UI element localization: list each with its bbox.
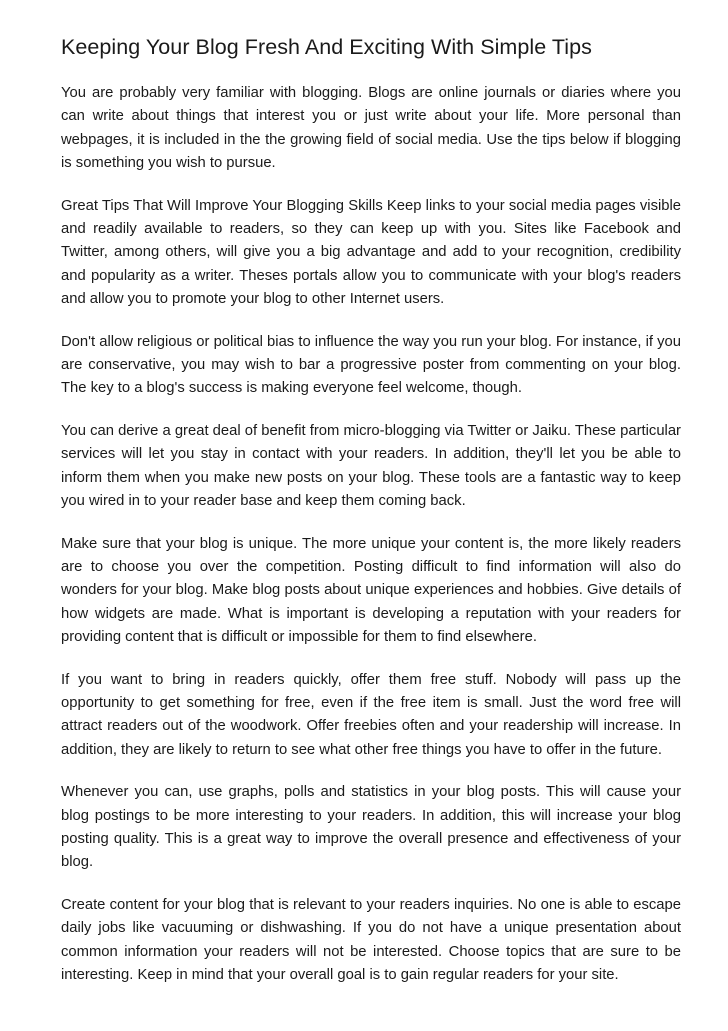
paragraph-micro-blogging: You can derive a great deal of benefit from micro-blogging via Twitter or Jaiku. These particular services will let you stay in contact with your readers. In addition, they'll let you be able to inform them when you make new posts on your blog. These tools are a fantastic way to keep you wired in to your reader base and keep them coming back. (61, 422, 681, 510)
document-page (61, 32, 681, 987)
paragraph-social-media: Great Tips That Will Improve Your Blogging Skills Keep links to your social media pages visible and readily available to readers, so they can keep up with you. Sites like Facebook and Twitter, among others, will give you a big advantage and add to your recognition, credibility and popularity as a writer. Theses portals allow you to communicate with your blog's readers and allow you to promote your blog to other Internet users. (61, 197, 681, 308)
document-title: Keeping Your Blog Fresh And Exciting With Simple Tips (61, 35, 592, 59)
paragraph-graphs: Whenever you can, use graphs, polls and statistics in your blog posts. This will cause your blog postings to be more interesting to your readers. In addition, this will increase your blog posting quality. This is a great way to improve the overall presence and effectiveness of your blog. (61, 784, 681, 871)
paragraph-relevant-content: Create content for your blog that is relevant to your readers inquiries. No one is able to escape daily jobs like vacuuming or dishwashing. If you do not have a unique presentation about common information your readers will not be interested. Choose topics that are sure to be interesting. Keep in mind that your overall goal is to gain regular readers for your site. (61, 896, 681, 983)
paragraph-free-stuff: If you want to bring in readers quickly, offer them free stuff. Nobody will pass up the opportunity to get something for free, even if the free item is small. Just the word free will attract readers out of the woodwork. Offer freebies often and your readership will increase. In addition, they are likely to return to see what other free things you have to offer in the future. (61, 671, 681, 758)
paragraph-bias: Don't allow religious or political bias to influence the way you run your blog. For instance, if you are conservative, you may wish to bar a progressive poster from commenting on your blog. The key to a blog's success is making everyone feel welcome, though. (61, 333, 681, 397)
paragraph-unique: Make sure that your blog is unique. The more unique your content is, the more likely readers are to choose you over the competition. Posting difficult to find information will also do wonders for your blog. Make blog posts about unique experiences and hobbies. Give details of how widgets are made. What is important is developing a reputation with your readers for providing content that is difficult or impossible for them to find elsewhere. (61, 535, 681, 646)
paragraph-intro: You are probably very familiar with blogging. Blogs are online journals or diaries where you can write about things that interest you or just write about your life. More personal than webpages, it is included in the the growing field of social media. Use the tips below if blogging is something you wish to pursue. (61, 85, 681, 172)
